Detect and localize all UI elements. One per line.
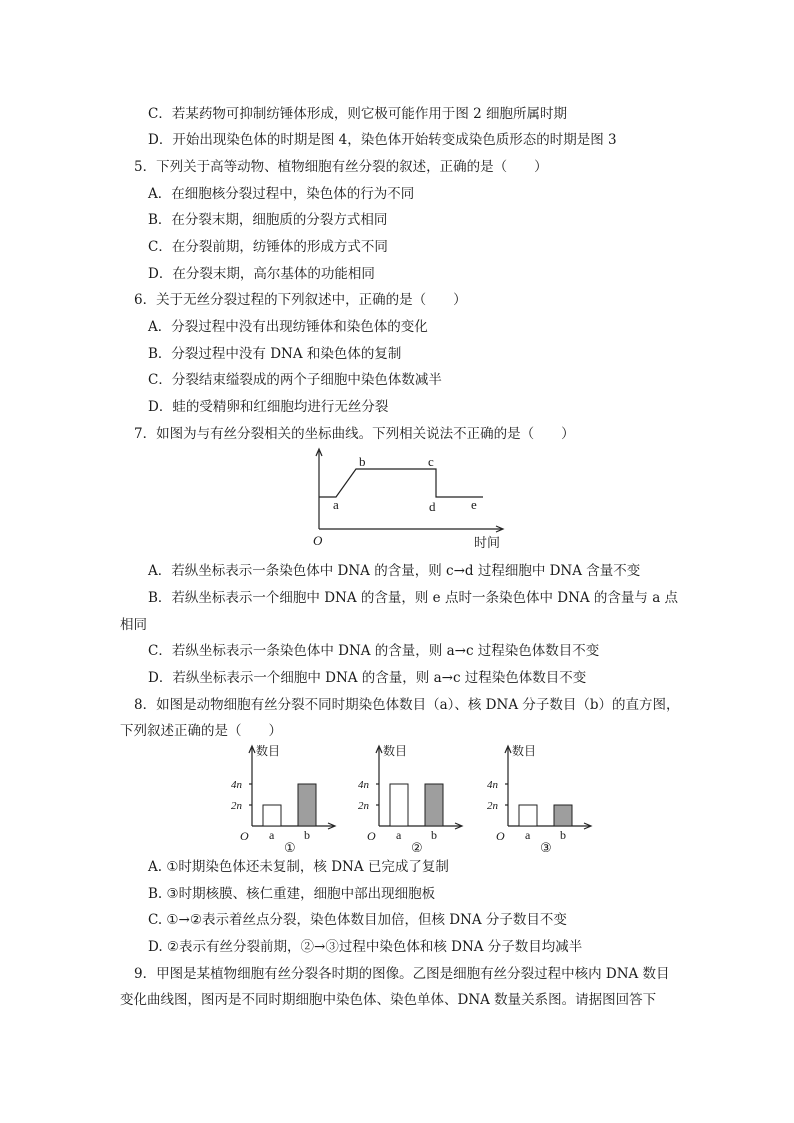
bar-a: [390, 784, 408, 826]
bar-a: [263, 805, 281, 826]
y-axis-label: 数目: [383, 744, 408, 758]
q7-xaxis-label: 时间: [474, 535, 501, 550]
q5-option-d: D．在分裂末期，高尔基体的功能相同: [148, 266, 375, 282]
q8-option-c: C. ①→②表示着丝点分裂，染色体数目加倍，但核 DNA 分子数目不变: [148, 912, 567, 928]
q8-histogram-1: [228, 742, 348, 852]
bar-a: [519, 805, 537, 826]
q5-option-c: C．在分裂前期，纺锤体的形成方式不同: [148, 239, 388, 255]
q7-point-d: d: [429, 499, 436, 514]
q7-option-c: C．若纵坐标表示一条染色体中 DNA 的含量，则 a→c 过程染色体数目不变: [148, 643, 600, 659]
q7-point-c: c: [428, 454, 434, 469]
origin-label: O: [240, 829, 249, 843]
q7-point-a: a: [333, 497, 339, 512]
q7-point-b: b: [359, 454, 366, 469]
q8-stem-line2: 下列叙述正确的是（ ）: [120, 723, 282, 739]
q5-stem: 5．下列关于高等动物、植物细胞有丝分裂的叙述，正确的是（ ）: [134, 159, 548, 175]
q8-option-d: D. ②表示有丝分裂前期，②→③过程中染色体和核 DNA 分子数目均减半: [148, 939, 583, 955]
category-label: b: [304, 828, 310, 842]
category-label: a: [396, 828, 402, 842]
q6-option-b: B．分裂过程中没有 DNA 和染色体的复制: [148, 346, 402, 362]
category-label: b: [431, 828, 437, 842]
q4-option-c: C．若某药物可抑制纺锤体形成，则它极可能作用于图 2 细胞所属时期: [148, 106, 568, 122]
category-label: a: [525, 828, 531, 842]
y-tick-label: 4n: [358, 779, 369, 791]
q7-option-d: D．若纵坐标表示一个细胞中 DNA 的含量，则 a→c 过程染色体数目不变: [148, 670, 587, 686]
category-label: b: [560, 828, 566, 842]
q7-origin-label: O: [313, 533, 323, 548]
q7-option-a: A．若纵坐标表示一条染色体中 DNA 的含量，则 c→d 过程细胞中 DNA 含量不变: [148, 563, 641, 579]
q7-point-e: e: [471, 497, 477, 512]
y-tick-label: 2n: [231, 800, 242, 812]
q7-graph: [300, 445, 520, 553]
y-tick-label: 4n: [231, 779, 242, 791]
q8-histogram-2: [355, 742, 475, 852]
q6-option-a: A．分裂过程中没有出现纺锤体和染色体的变化: [148, 319, 428, 335]
q7-curve: [319, 469, 483, 497]
y-axis-label: 数目: [256, 744, 281, 758]
y-axis-label: 数目: [512, 744, 537, 758]
bar-b: [554, 805, 572, 826]
bar-b: [425, 784, 443, 826]
q8-option-b: B. ③时期核膜、核仁重建，细胞中部出现细胞板: [148, 886, 436, 902]
q8-histogram-3: [484, 742, 604, 852]
q6-option-c: C．分裂结束缢裂成的两个子细胞中染色体数减半: [148, 372, 442, 388]
y-tick-label: 2n: [358, 800, 369, 812]
panel-label: ①: [284, 840, 296, 852]
q7-option-b-line2: 相同: [120, 617, 147, 633]
q6-option-d: D．蛙的受精卵和红细胞均进行无丝分裂: [148, 399, 389, 415]
q8-option-a: A. ①时期染色体还未复制，核 DNA 已完成了复制: [148, 859, 449, 875]
panel-label: ③: [540, 840, 552, 852]
q9-line2: 变化曲线图，图丙是不同时期细胞中染色体、染色单体、DNA 数量关系图。请据图回答下: [120, 992, 657, 1008]
q7-stem: 7．如图为与有丝分裂相关的坐标曲线。下列相关说法不正确的是（ ）: [134, 426, 575, 442]
q5-option-b: B．在分裂末期，细胞质的分裂方式相同: [148, 212, 388, 228]
origin-label: O: [367, 829, 376, 843]
q9-line1: 9．甲图是某植物细胞有丝分裂各时期的图像。乙图是细胞有丝分裂过程中核内 DNA 数目: [134, 966, 670, 982]
panel-label: ②: [411, 840, 423, 852]
y-tick-label: 2n: [487, 800, 498, 812]
y-tick-label: 4n: [487, 779, 498, 791]
q4-option-d: D．开始出现染色体的时期是图 4，染色体开始转变成染色质形态的时期是图 3: [148, 132, 617, 148]
origin-label: O: [496, 829, 505, 843]
category-label: a: [269, 828, 275, 842]
q5-option-a: A．在细胞核分裂过程中，染色体的行为不同: [148, 186, 415, 202]
q8-stem-line1: 8．如图是动物细胞有丝分裂不同时期染色体数目（a）、核 DNA 分子数目（b）的直方图，: [134, 697, 680, 713]
q6-stem: 6．关于无丝分裂过程的下列叙述中，正确的是（ ）: [134, 292, 467, 308]
bar-b: [298, 784, 316, 826]
q7-option-b-line1: B．若纵坐标表示一个细胞中 DNA 的含量，则 e 点时一条染色体中 DNA 的含量与 a 点: [148, 590, 679, 606]
